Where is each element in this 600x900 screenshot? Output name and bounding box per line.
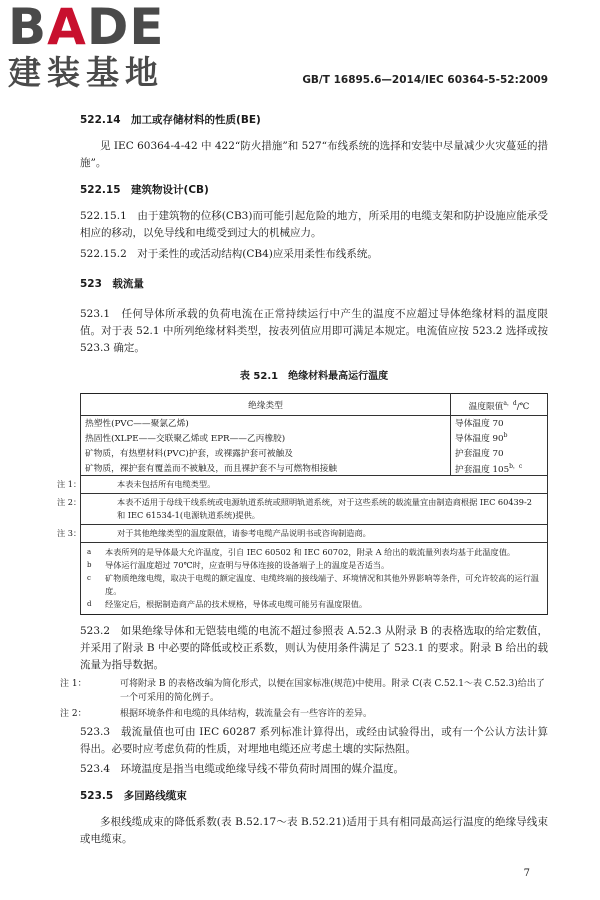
table-note-text: 对于其他绝缘类型的温度限值，请参考电缆产品说明书或咨询制造商。 [117, 528, 371, 538]
note-text: 可将附录 B 的表格改编为简化形式，以便在国家标准(规范)中使用。附录 C(表 C.52.1～表 C.52.3)给出了一个可采用的简化例子。 [120, 679, 545, 703]
table-note-text: 本表未包括所有电缆类型。 [117, 479, 216, 489]
cell-temp-value: 导体温度 70 [455, 419, 504, 430]
cell-temp-sup: b [503, 432, 508, 440]
standard-code: GB/T 16895.6—2014/IEC 60364-5-52:2009 [302, 74, 548, 86]
cell-temp-value: 导体温度 90 [455, 434, 504, 444]
section-523-2-note-2 [60, 707, 548, 721]
table-header-row [81, 394, 548, 416]
table-row [81, 416, 548, 431]
table-note [57, 525, 548, 543]
footnote-text: 矿物质绝缘电缆，取决于电缆的额定温度、电缆终端的接线端子、环境情况和其他外界影响等条件，可允许较高的运行温度。 [105, 573, 539, 596]
cell-temp-sup: b，c [509, 462, 523, 470]
table-note-row [81, 476, 548, 494]
footnote-mark: d [87, 600, 92, 608]
section-522-15-title: 522.15 建筑物设计(CB) [80, 184, 209, 196]
cell-temperature [451, 416, 548, 431]
note-text: 根据环境条件和电缆的具体结构，载流量会有一些容许的差异。 [120, 709, 373, 719]
site-logo [8, 2, 178, 92]
footnote-mark: c [87, 574, 91, 582]
table-note-label: 注 2： [57, 497, 82, 507]
footnote-mark: a [87, 548, 92, 556]
table-row [81, 431, 548, 446]
col-header-temperature-limit [451, 394, 548, 416]
table-footnote [87, 559, 541, 572]
document-body [57, 112, 548, 848]
logo-letters-de: DE [86, 0, 165, 56]
logo-wordmark [8, 0, 178, 56]
cell-insulation-type: 矿物质，裸护套有覆盖而不被触及，而且裸护套不与可燃物相接触 [81, 461, 451, 476]
col-header-temp-sup: a，d [503, 399, 517, 407]
table-row [81, 446, 548, 461]
cell-temperature [451, 461, 548, 476]
cell-temp-value: 护套温度 70 [455, 449, 504, 459]
col-header-insulation-type: 绝缘类型 [81, 394, 451, 416]
table-note [57, 494, 548, 525]
logo-letter-b: B [8, 0, 48, 56]
footnote-text: 经鉴定后，根据制造商产品的技术规格，导体或电缆可能另有温度限值。 [105, 599, 368, 609]
cell-temperature [451, 446, 548, 461]
cell-insulation-type: 热固性(XLPE——交联聚乙烯或 EPR——乙丙橡胶) [81, 431, 451, 446]
section-523-2-note-1 [60, 677, 548, 705]
page-number: 7 [523, 868, 530, 879]
note-label: 注 1： [60, 679, 87, 689]
footnote-mark: b [87, 561, 92, 569]
logo-letter-a: A [47, 0, 87, 56]
logo-subtitle: 建装基地 [8, 53, 164, 92]
table-note-row [81, 494, 548, 525]
table-note-label: 注 1： [57, 479, 82, 489]
section-523-2: 523.2 如果绝缘导体和无铠装电缆的电流不超过参照表 A.52.3 从附录 B 的表格选取的给定数值，并采用了附录 B 中必要的降低或校正系数，则认为使用条件满足了 523.1 的要求。附录 B 给出的载流量为指导数据。 [80, 625, 548, 671]
table-52-1-title: 表 52.1 绝缘材料最高运行温度 [239, 371, 389, 382]
table-footnote [87, 598, 541, 611]
note-label: 注 2： [60, 709, 87, 719]
cell-insulation-type: 矿物质，有热塑材料(PVC)护套，或裸露护套可被触及 [81, 446, 451, 461]
section-523-title: 523 载流量 [80, 278, 144, 290]
col-header-temp-unit: /℃ [516, 401, 530, 412]
section-522-15-1: 522.15.1 由于建筑物的位移(CB3)而可能引起危险的地方，所采用的电缆支架和防护设施应能承受相应的移动，以免导线和电缆受到过大的机械应力。 [80, 210, 548, 239]
table-note-row [81, 525, 548, 543]
section-523-1: 523.1 任何导体所承载的负荷电流在正常持续运行中产生的温度不应超过导体绝缘材料的温度限值。对于表 52.1 中所列绝缘材料类型，按表列值应用即可满足本规定。电流值应按 523.2 选择或按 523.3 确定。 [80, 308, 548, 354]
table-footnotes-row [81, 543, 548, 615]
section-522-14-text: 见 IEC 60364-4-42 中 422“防火措施”和 527“布线系统的选择和安装中尽量减少火灾蔓延的措施”。 [80, 140, 548, 169]
section-523-5-title: 523.5 多回路线缆束 [80, 790, 187, 802]
section-523-5-text: 多根线缆成束的降低系数(表 B.52.17～表 B.52.21)适用于具有相同最高运行温度的绝缘导线束或电缆束。 [80, 816, 548, 845]
section-523-3: 523.3 载流量值也可由 IEC 60287 系列标准计算得出，或经由试验得出，或有一个公认方法计算得出。必要时应考虑负荷的性质，对埋地电缆还应考虑土壤的实际热阻。 [80, 726, 548, 755]
table-note-text: 本表不适用于母线干线系统或电源轨道系统或照明轨道系统，对于这些系统的载流量宜由制造商根据 IEC 60439-2 和 IEC 61534-1(电源轨道系统)提供。 [117, 497, 532, 520]
col-header-temp-label: 温度限值 [468, 401, 504, 412]
table-footnote [87, 546, 541, 559]
insulation-temperature-table [57, 393, 548, 615]
table-footnotes [81, 543, 548, 615]
section-523-4: 523.4 环境温度是指当电缆或绝缘导线不带负荷时周围的媒介温度。 [80, 763, 405, 775]
footnote-text: 本表所列的是导体最大允许温度，引自 IEC 60502 和 IEC 60702，附录 A 给出的载流量列表均基于此温度值。 [105, 547, 516, 557]
table-note-label: 注 3： [57, 528, 82, 538]
table-note [57, 476, 548, 494]
section-522-15-2: 522.15.2 对于柔性的或活动结构(CB4)应采用柔性布线系统。 [80, 248, 378, 260]
cell-temp-value: 护套温度 105 [455, 464, 510, 475]
section-522-14-title: 522.14 加工或存储材料的性质(BE) [80, 114, 261, 126]
table-footnote [87, 572, 541, 598]
table-row [81, 461, 548, 476]
cell-insulation-type: 热塑性(PVC——聚氯乙烯) [81, 416, 451, 431]
footnote-text: 导体运行温度超过 70℃时，应查明与导体连接的设备端子上的温度是否适当。 [105, 560, 390, 570]
cell-temperature [451, 431, 548, 446]
